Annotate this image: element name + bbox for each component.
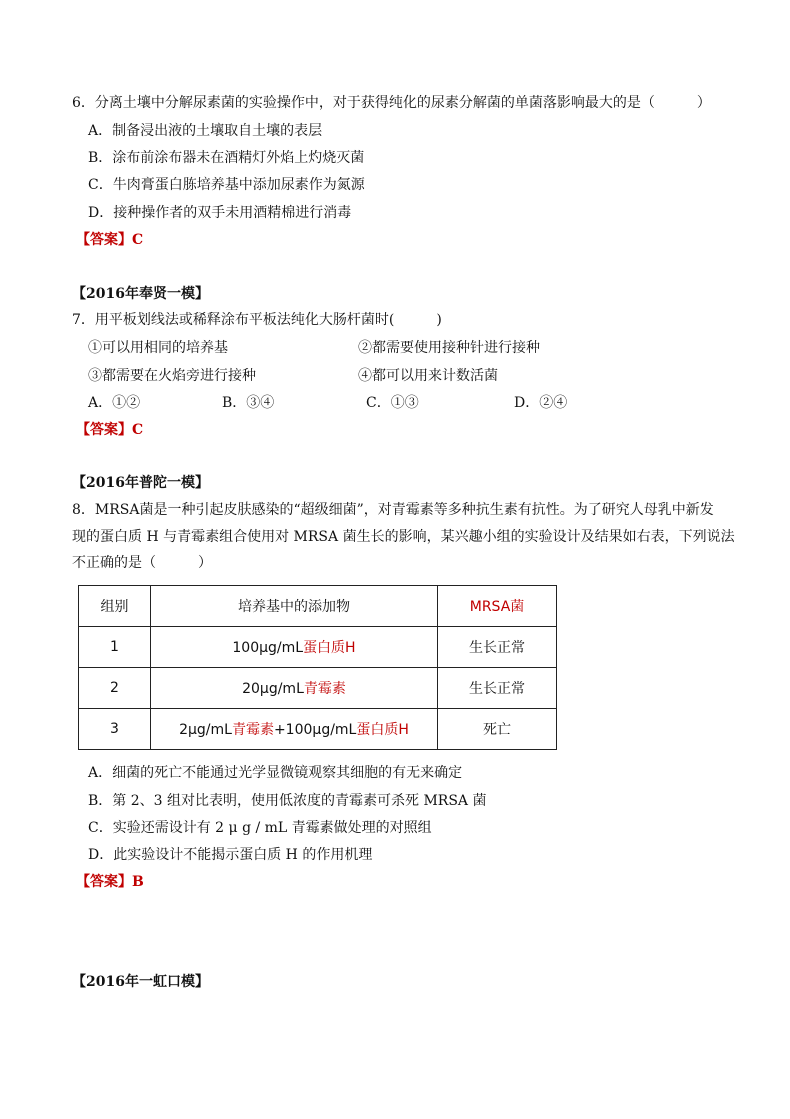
next-source: 【2016年一虹口模】: [72, 974, 209, 990]
q7-option-c: C．①③: [366, 395, 419, 411]
q6-option-b: B．涂布前涂布器未在酒精灯外焰上灼烧灭菌: [88, 150, 365, 166]
additive-amount: 20μg/mL: [242, 681, 304, 697]
additive-substance: 青霉素: [231, 722, 274, 738]
answer-value: B: [132, 874, 144, 890]
table-row: [79, 627, 557, 668]
header-mrsa: MRSA菌: [438, 586, 557, 627]
q8-answer: [76, 872, 144, 892]
q7-stem: 7．用平板划线法或稀释涂布平板法纯化大肠杆菌时( ): [72, 312, 442, 328]
cell-additive: [151, 627, 438, 668]
q8-option-c: C．实验还需设计有 2 μ g / mL 青霉素做处理的对照组: [88, 820, 432, 836]
q6-option-c: C．牛肉膏蛋白胨培养基中添加尿素作为氮源: [88, 177, 365, 193]
q7-item-1: ①可以用相同的培养基: [88, 340, 228, 356]
additive-amount-2: +100μg/mL: [273, 722, 357, 738]
cell-group: 2: [79, 668, 151, 709]
cell-group: 3: [79, 709, 151, 750]
cell-additive: [151, 709, 438, 750]
q7-option-d: D．②④: [514, 395, 568, 411]
additive-substance: 蛋白质H: [303, 640, 356, 656]
cell-result: 死亡: [438, 709, 557, 750]
additive-substance: 青霉素: [303, 681, 346, 697]
q7-source: 【2016年奉贤一模】: [72, 286, 209, 302]
q8-stem-line-1: 8．MRSA菌是一种引起皮肤感染的“超级细菌”，对青霉素等多种抗生素有抗性。为了研究人母乳中新发: [72, 502, 714, 518]
q7-option-b: B．③④: [222, 395, 275, 411]
answer-label: 【答案】: [76, 422, 132, 438]
cell-additive: [151, 668, 438, 709]
cell-result: 生长正常: [438, 627, 557, 668]
q8-source: 【2016年普陀一模】: [72, 475, 209, 491]
answer-value: C: [132, 422, 144, 438]
q8-option-d: D．此实验设计不能揭示蛋白质 H 的作用机理: [88, 847, 373, 863]
q8-option-b: B．第 2、3 组对比表明，使用低浓度的青霉素可杀死 MRSA 菌: [88, 793, 487, 809]
header-additive: 培养基中的添加物: [151, 586, 438, 627]
q6-option-a: A．制备浸出液的土壤取自土壤的表层: [88, 123, 323, 139]
q6-option-d: D．接种操作者的双手未用酒精棉进行消毒: [88, 205, 352, 221]
table-header-row: [79, 586, 557, 627]
q7-option-a: A．①②: [88, 395, 141, 411]
q7-item-3: ③都需要在火焰旁进行接种: [88, 368, 256, 384]
cell-result: 生长正常: [438, 668, 557, 709]
table-row: [79, 709, 557, 750]
header-group: 组别: [79, 586, 151, 627]
answer-value: C: [132, 232, 144, 248]
answer-label: 【答案】: [76, 874, 132, 890]
additive-amount: 2μg/mL: [179, 722, 232, 738]
table-row: [79, 668, 557, 709]
q7-answer: [76, 420, 143, 440]
q7-item-2: ②都需要使用接种针进行接种: [358, 340, 540, 356]
answer-label: 【答案】: [76, 232, 132, 248]
q7-item-4: ④都可以用来计数活菌: [358, 368, 498, 384]
additive-amount: 100μg/mL: [232, 640, 304, 656]
q8-stem-line-2: 现的蛋白质 H 与青霉素组合使用对 MRSA 菌生长的影响，某兴趣小组的实验设计及结果如右表，下列说法: [72, 529, 735, 545]
additive-substance-2: 蛋白质H: [356, 722, 409, 738]
q6-answer: [76, 230, 143, 250]
q6-stem: 6．分离土壤中分解尿素菌的实验操作中，对于获得纯化的尿素分解菌的单菌落影响最大的是（ ）: [72, 95, 711, 111]
q8-option-a: A．细菌的死亡不能通过光学显微镜观察其细胞的有无来确定: [88, 765, 463, 781]
cell-group: 1: [79, 627, 151, 668]
q8-stem-line-3: 不正确的是（ ）: [72, 555, 212, 571]
experiment-table: [78, 585, 557, 750]
